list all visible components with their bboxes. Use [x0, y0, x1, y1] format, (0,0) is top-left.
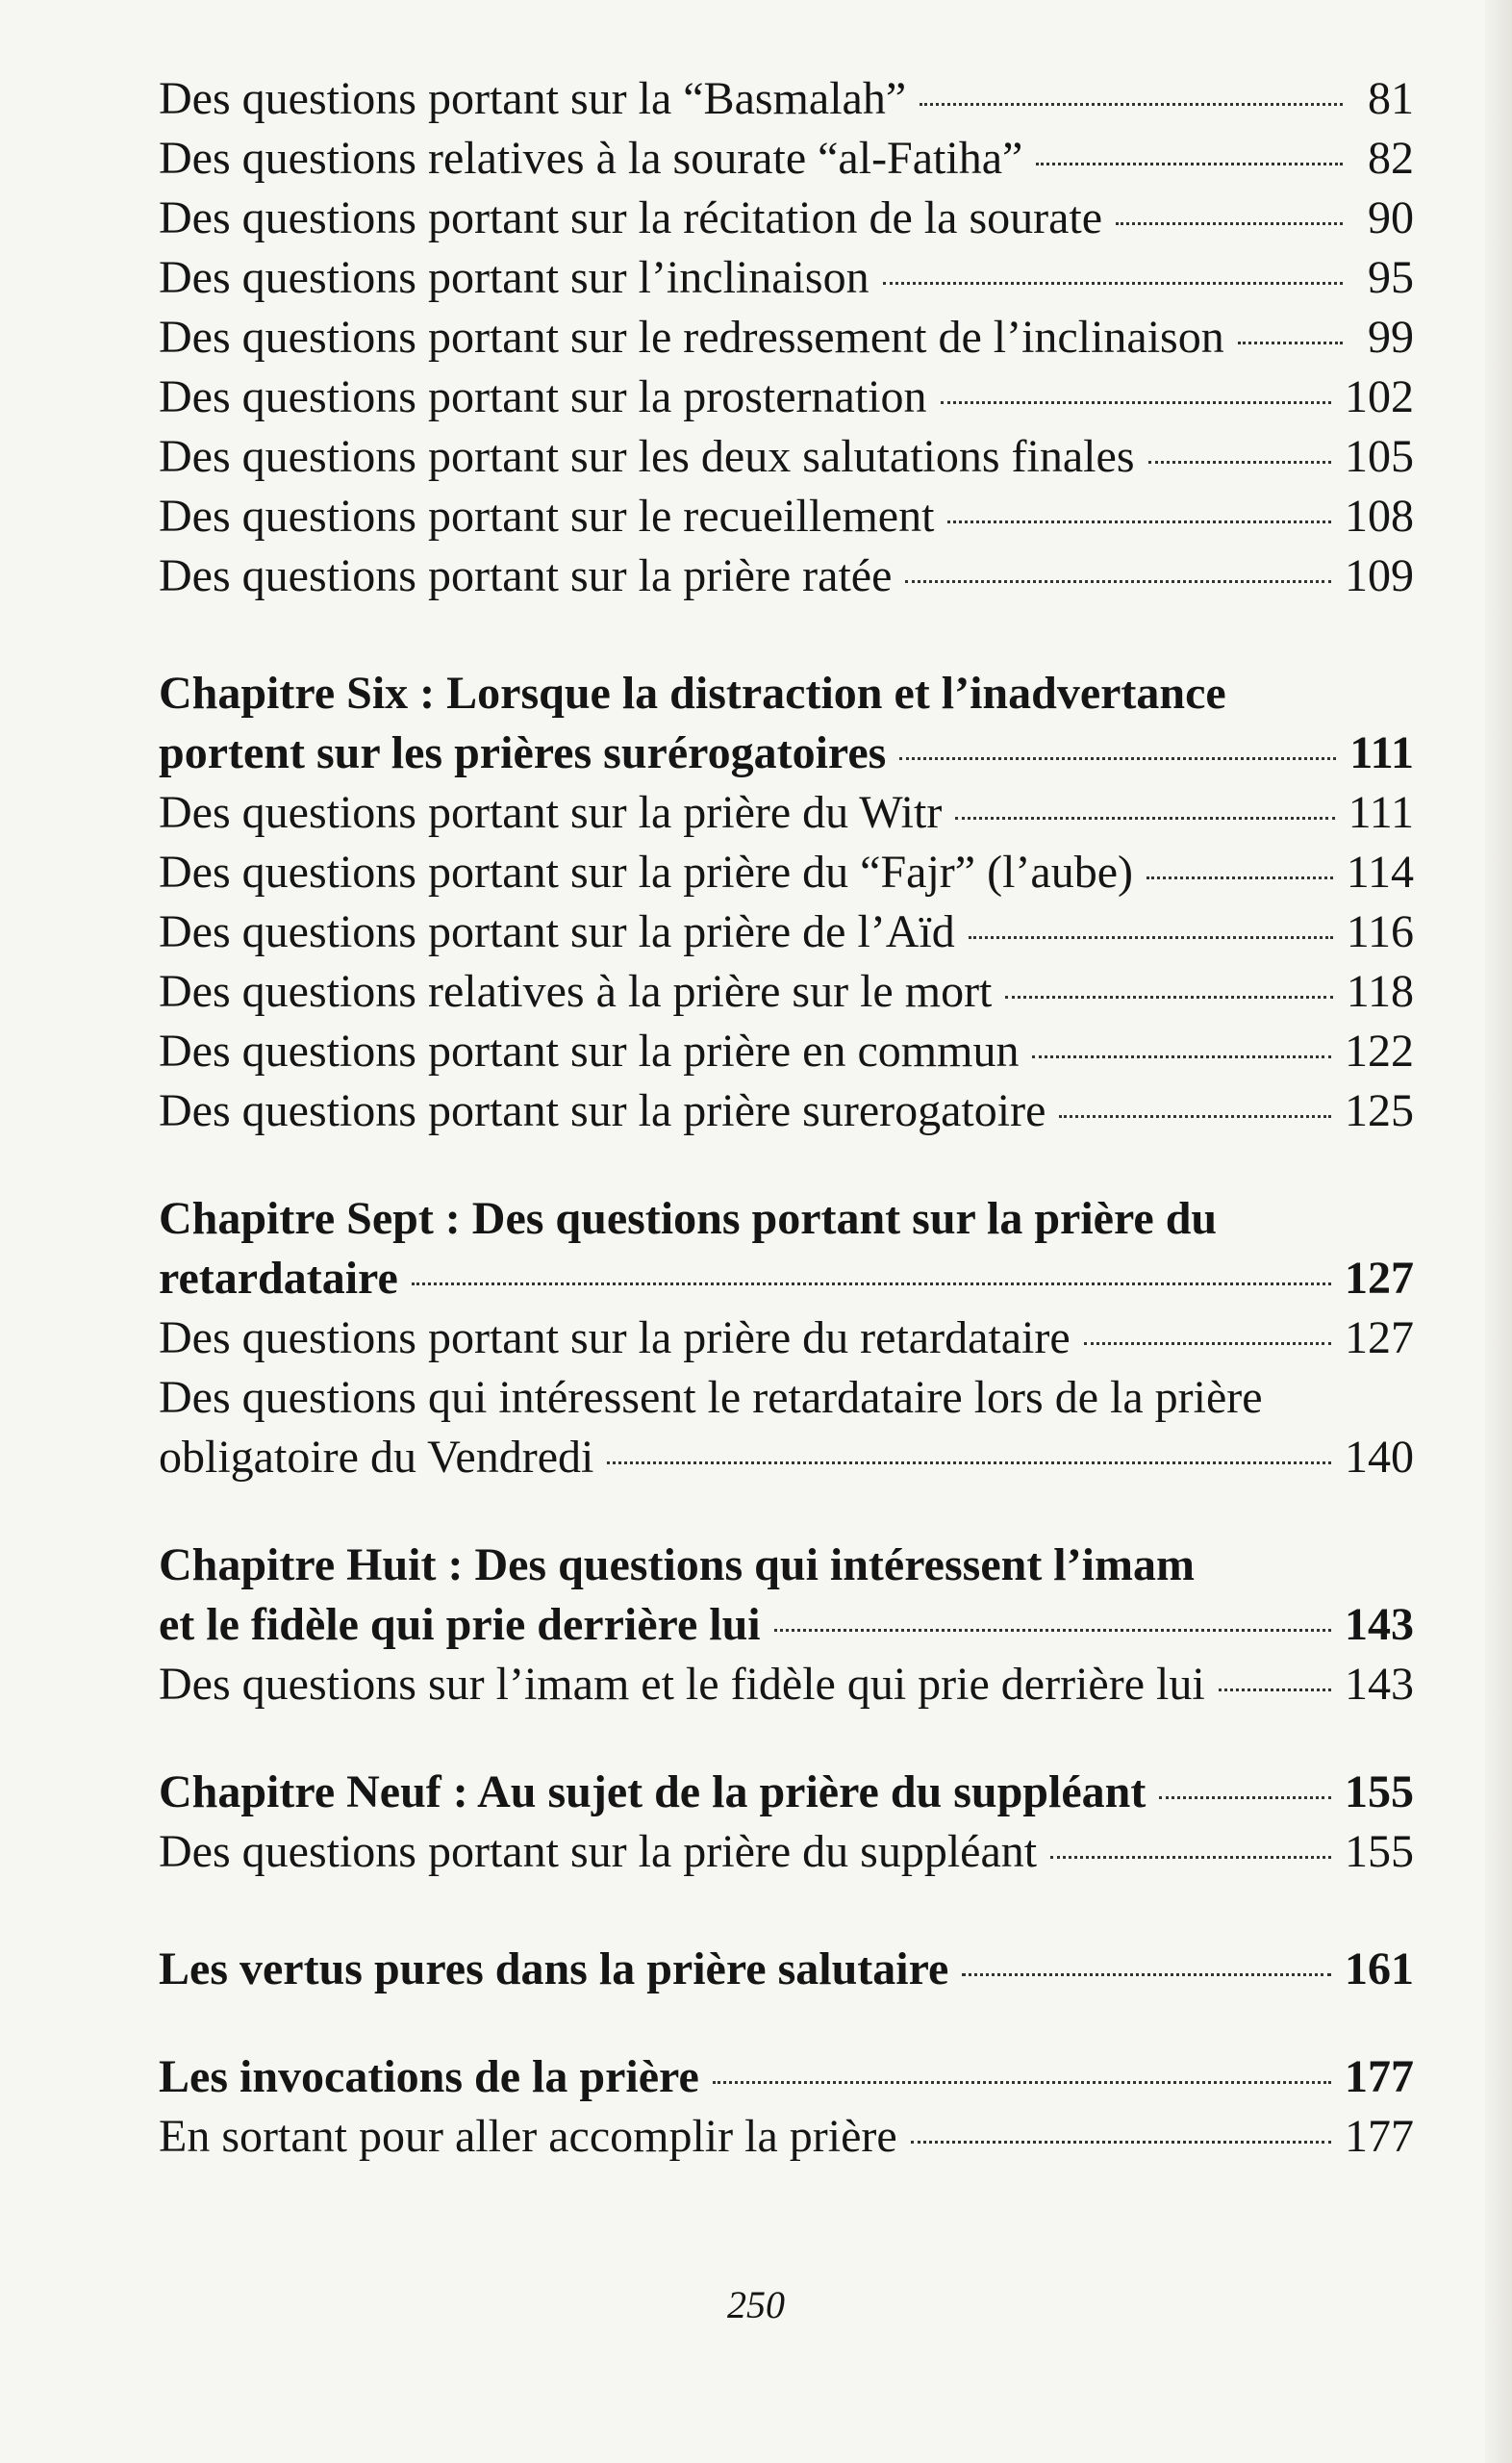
dot-leader	[774, 1629, 1331, 1632]
page-number: 95	[1368, 252, 1414, 303]
chapter-heading-entry[interactable]: retardataire 127	[159, 1249, 1414, 1308]
dot-leader	[1159, 1796, 1331, 1799]
toc-entry[interactable]: Des questions portant sur la prière du suppléant 155	[159, 1822, 1414, 1882]
dot-leader	[905, 580, 1331, 583]
page-number: 102	[1345, 371, 1414, 422]
page-number: 90	[1368, 192, 1414, 243]
dot-leader	[1147, 876, 1333, 879]
page-number: 155	[1345, 1766, 1414, 1817]
page-number: 122	[1345, 1026, 1414, 1077]
chapter-seven	[159, 1189, 1414, 1487]
page-number: 82	[1368, 133, 1414, 184]
dot-leader	[920, 103, 1343, 106]
toc-entry[interactable]: Des questions portant sur le recueillement 108	[159, 487, 1414, 546]
section-heading-entry[interactable]: Les invocations de la prière 177	[159, 2047, 1414, 2107]
toc-entry[interactable]: Des questions portant sur la prosternation 102	[159, 368, 1414, 427]
entries-group-a	[159, 69, 1414, 606]
chapter-heading-entry[interactable]: portent sur les prières surérogatoires 111	[159, 724, 1414, 783]
spacer	[159, 1999, 1414, 2047]
page-number: 161	[1345, 1943, 1414, 1994]
chapter-heading: Chapitre Huit : Des questions qui intéressent l’imam	[159, 1539, 1195, 1590]
toc-entry[interactable]: Des questions portant sur les deux salutations finales 105	[159, 427, 1414, 487]
dot-leader	[412, 1282, 1331, 1285]
page-number: 111	[1348, 787, 1414, 838]
dot-leader	[962, 1973, 1331, 1976]
toc-entry[interactable]: Des questions relatives à la prière sur le mort 118	[159, 962, 1414, 1022]
page-number: 116	[1346, 906, 1414, 957]
chapter-nine	[159, 1763, 1414, 1882]
spacer	[159, 1141, 1414, 1189]
toc-entry[interactable]: Des questions portant sur la prière du Witr 111	[159, 783, 1414, 843]
page-number: 140	[1345, 1432, 1414, 1483]
toc-entry[interactable]: Des questions portant sur la récitation de la sourate 90	[159, 189, 1414, 248]
chapter-heading: Chapitre Six : Lorsque la distraction et l’inadvertance	[159, 668, 1226, 719]
dot-leader	[883, 282, 1343, 285]
invocations-section	[159, 2047, 1414, 2167]
section-heading-entry[interactable]: Les vertus pures dans la prière salutaire 161	[159, 1940, 1414, 1999]
dot-leader	[1050, 1856, 1331, 1859]
folio-page-number: 250	[727, 2283, 785, 2326]
page-number: 99	[1368, 312, 1414, 363]
toc-entry[interactable]: Des questions portant sur la prière en commun 122	[159, 1022, 1414, 1081]
page-number: 155	[1345, 1826, 1414, 1877]
toc-entry[interactable]: Des questions portant sur la prière ratée 109	[159, 546, 1414, 606]
chapter-eight	[159, 1536, 1414, 1714]
page-number: 111	[1349, 727, 1414, 778]
page-number: 125	[1345, 1085, 1414, 1136]
toc-entry[interactable]: Des questions portant sur la prière surerogatoire 125	[159, 1081, 1414, 1141]
dot-leader	[1238, 342, 1343, 344]
spacer	[159, 1882, 1414, 1940]
page-number: 143	[1345, 1599, 1414, 1650]
toc-entry[interactable]: Des questions relatives à la sourate “al-Fatiha” 82	[159, 129, 1414, 189]
dot-leader	[1036, 163, 1343, 165]
dot-leader	[1219, 1689, 1331, 1691]
spacer	[159, 1487, 1414, 1536]
dot-leader	[713, 2081, 1331, 2084]
dot-leader	[941, 401, 1331, 404]
virtues-section	[159, 1940, 1414, 1999]
dot-leader	[1059, 1115, 1331, 1118]
page-edge	[1485, 0, 1512, 2463]
toc-entry[interactable]: Des questions portant sur le redressement de l’inclinaison 99	[159, 308, 1414, 368]
chapter-six	[159, 664, 1414, 1141]
dot-leader	[1148, 461, 1332, 464]
toc-entry[interactable]: Des questions sur l’imam et le fidèle qui prie derrière lui 143	[159, 1655, 1414, 1714]
dot-leader	[899, 757, 1336, 760]
page-number: 143	[1345, 1659, 1414, 1710]
dot-leader	[969, 936, 1333, 939]
dot-leader	[607, 1461, 1331, 1464]
dot-leader	[955, 817, 1334, 820]
page-number: 108	[1345, 491, 1414, 542]
dot-leader	[1005, 996, 1332, 999]
page-number: 114	[1346, 847, 1414, 898]
page-number: 127	[1345, 1312, 1414, 1363]
page-number: 109	[1345, 550, 1414, 601]
chapter-heading-entry[interactable]: et le fidèle qui prie derrière lui 143	[159, 1595, 1414, 1655]
toc-entry[interactable]: Des questions portant sur la prière de l’Aïd 116	[159, 902, 1414, 962]
toc-entry[interactable]: Des questions portant sur l’inclinaison 95	[159, 248, 1414, 308]
page-number: 105	[1345, 431, 1414, 482]
spacer	[159, 1714, 1414, 1763]
dot-leader	[911, 2141, 1331, 2144]
toc-entry[interactable]: En sortant pour aller accomplir la prière 177	[159, 2107, 1414, 2167]
page-number: 118	[1346, 966, 1414, 1017]
toc-entry[interactable]: Des questions portant sur la prière du retardataire 127	[159, 1308, 1414, 1368]
toc-entry[interactable]: obligatoire du Vendredi 140	[159, 1428, 1414, 1487]
chapter-heading: Chapitre Sept : Des questions portant sur la prière du	[159, 1193, 1218, 1244]
dot-leader	[947, 521, 1331, 523]
spacer	[159, 606, 1414, 664]
page-number: 81	[1368, 73, 1414, 124]
page-number: 177	[1345, 2111, 1414, 2162]
toc-entry[interactable]: Des questions portant sur la “Basmalah” 81	[159, 69, 1414, 129]
toc-entry-first-line: Des questions qui intéressent le retardataire lors de la prière	[159, 1372, 1263, 1423]
dot-leader	[1116, 222, 1343, 225]
toc-entry[interactable]: Des questions portant sur la prière du “Fajr” (l’aube) 114	[159, 843, 1414, 902]
dot-leader	[1032, 1055, 1331, 1058]
page-number: 127	[1345, 1253, 1414, 1304]
chapter-heading-entry[interactable]: Chapitre Neuf : Au sujet de la prière du suppléant 155	[159, 1763, 1414, 1822]
table-of-contents	[159, 69, 1414, 2167]
page-number: 177	[1345, 2051, 1414, 2102]
dot-leader	[1084, 1342, 1331, 1345]
